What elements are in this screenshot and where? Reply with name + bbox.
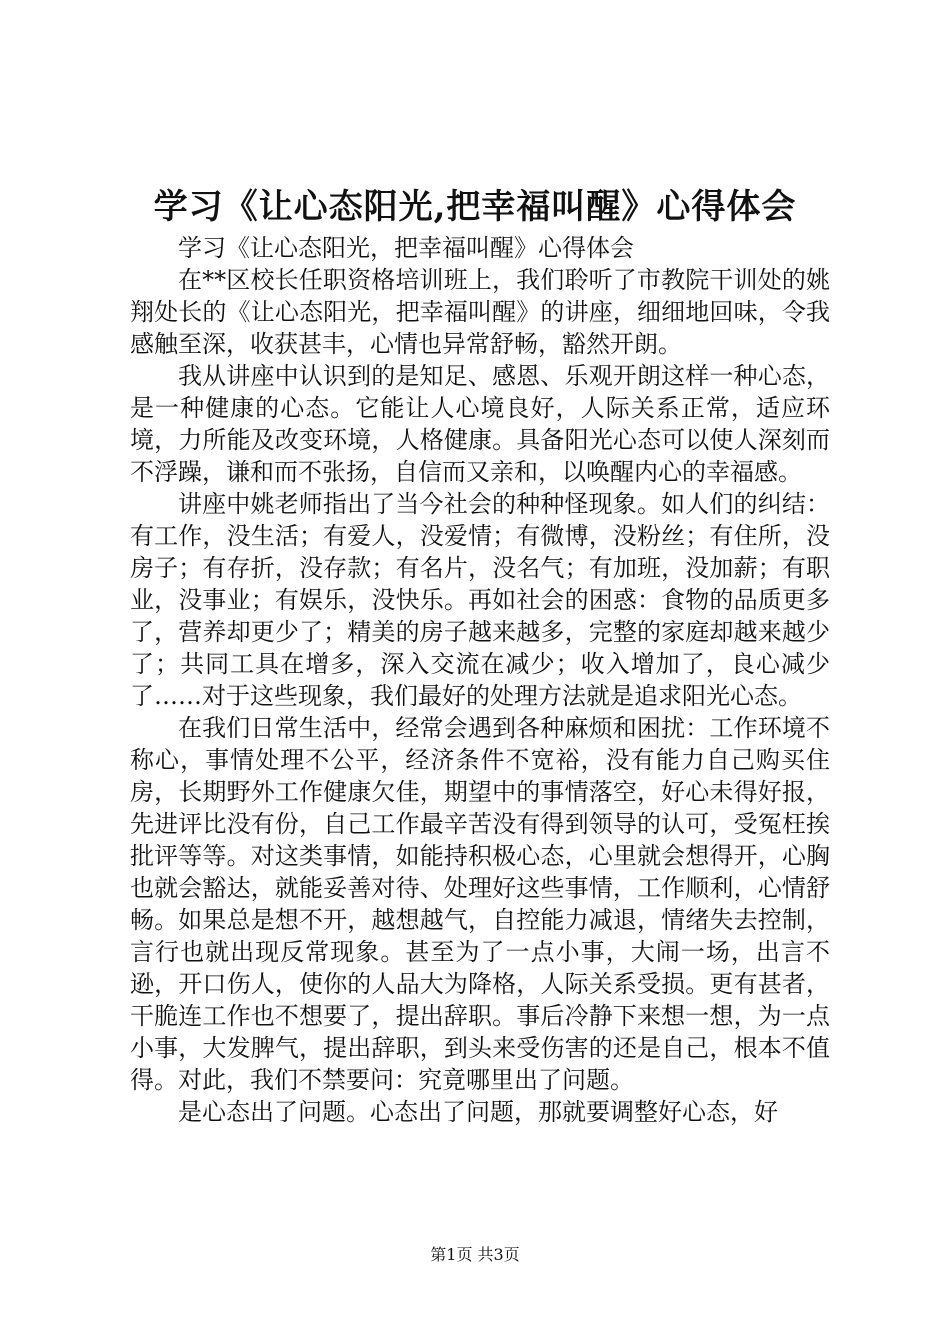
body-paragraph-5: 是心态出了问题。心态出了问题，那就要调整好心态，好: [178, 1098, 778, 1126]
body-paragraph-4: 在我们日常生活中，经常会遇到各种麻烦和困扰：工作环境不称心，事情处理不公平，经济条件不宽裕，没有能力自己购买住房，长期野外工作健康欠佳，期望中的事情落空，好心未得好报，先进评比没有份，自己工作最辛苦没有得到领导的认可，受冤枉挨批评等等。对这类事情，如能持积极心态，心里就会想得开，心胸也就会豁达，就能妥善对待、处理好这些事情，工作顺利，心情舒畅。如果总是想不开，越想越气，自控能力减退，情绪失去控制，言行也就出现反常现象。甚至为了一点小事，大闹一场，出言不逊，开口伤人，使你的人品大为降格，人际关系受损。更有甚者，干脆连工作也不想要了，提出辞职。事后冷静下来想一想，为一点小事，大发脾气，提出辞职，到头来受伤害的还是自己，根本不值得。对此，我们不禁要问：究竟哪里出了问题。: [130, 714, 830, 1094]
body-paragraph-3: 讲座中姚老师指出了当今社会的种种怪现象。如人们的纠结：有工作，没生活；有爱人，没爱情；有微博，没粉丝；有住所，没房子；有存折，没存款；有名片，没名气；有加班，没加薪；有职业，没事业；有娱乐，没快乐。再如社会的困惑：食物的品质更多了，营养却更少了；精美的房子越来越多，完整的家庭却越来越少了；共同工具在增多，深入交流在减少；收入增加了，良心减少了……对于这些现象，我们最好的处理方法就是追求阳光心态。: [130, 490, 830, 710]
subtitle-paragraph: 学习《让心态阳光，把幸福叫醒》心得体会: [178, 234, 634, 262]
document-body: [130, 232, 830, 1128]
document-title: 学习《让心态阳光,把幸福叫醒》心得体会: [153, 187, 797, 227]
body-paragraph-1: 在**区校长任职资格培训班上，我们聆听了市教院干训处的姚翔处长的《让心态阳光，把幸福叫醒》的讲座，细细地回味，令我感触至深，收获甚丰，心情也异常舒畅，豁然开朗。: [130, 266, 830, 358]
body-paragraph-2: 我从讲座中认识到的是知足、感恩、乐观开朗这样一种心态，是一种健康的心态。它能让人心境良好，人际关系正常，适应环境，力所能及改变环境，人格健康。具备阳光心态可以使人深刻而不浮躁，谦和而不张扬，自信而又亲和，以唤醒内心的幸福感。: [130, 362, 830, 486]
page-number-footer: 第1页 共3页: [430, 1245, 520, 1264]
